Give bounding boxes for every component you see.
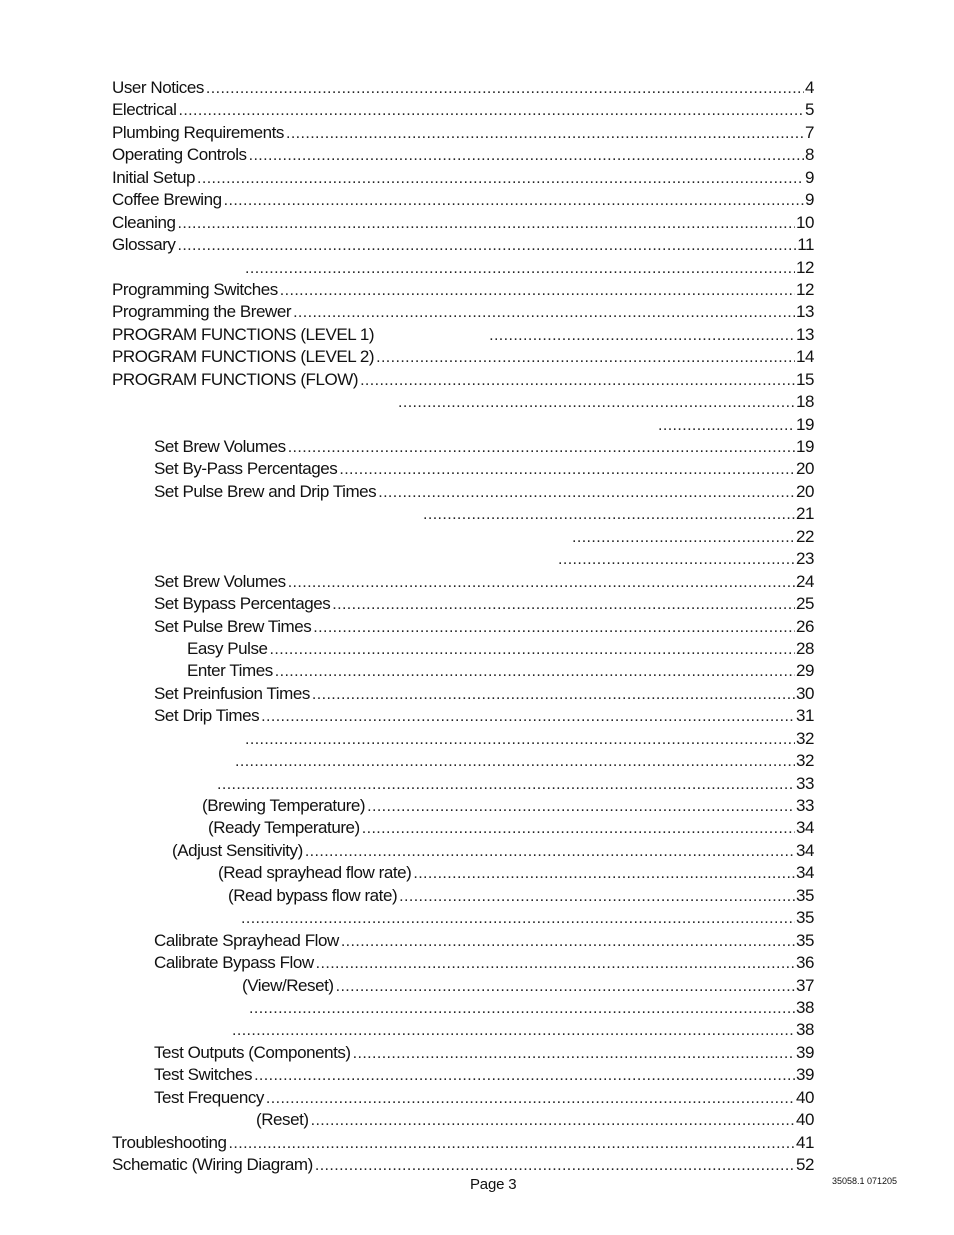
toc-dot-leader <box>376 347 795 369</box>
toc-entry-label: (View/Reset) <box>242 975 334 995</box>
toc-entry <box>112 257 814 279</box>
toc-dot-leader <box>217 774 795 796</box>
toc-entry <box>112 930 814 952</box>
toc-entry <box>112 840 814 862</box>
toc-entry-page: 20 <box>795 459 814 479</box>
toc-entry-label: Set Pulse Brew Times <box>154 616 312 636</box>
toc-dot-leader <box>312 684 795 706</box>
toc-dot-leader <box>423 504 795 526</box>
toc-entry-page: 22 <box>795 526 814 546</box>
toc-dot-leader <box>339 459 795 481</box>
toc-entry <box>112 1087 814 1109</box>
toc-dot-leader <box>572 527 795 549</box>
toc-entry-page: 19 <box>795 437 814 456</box>
toc-entry <box>112 952 814 974</box>
toc-entry <box>112 301 814 323</box>
toc-entry <box>112 279 814 301</box>
toc-entry-label: Set Bypass Percentages <box>154 594 331 614</box>
toc-entry-page: 40 <box>795 1110 814 1130</box>
toc-entry <box>112 503 814 525</box>
toc-entry-page: 32 <box>795 728 814 748</box>
toc-entry <box>112 324 814 346</box>
toc-entry <box>112 481 814 503</box>
page-number: Page 3 <box>470 1176 517 1193</box>
toc-entry-page: 37 <box>795 975 814 995</box>
toc-dot-leader <box>245 258 795 280</box>
toc-entry <box>112 907 814 929</box>
toc-dot-leader <box>558 549 795 571</box>
toc-entry <box>112 436 814 458</box>
toc-entry <box>112 616 814 638</box>
toc-entry <box>112 1019 814 1041</box>
toc-entry-page: 35 <box>795 885 814 905</box>
table-of-contents <box>112 77 814 1176</box>
toc-entry-page: 15 <box>795 369 814 389</box>
toc-dot-leader <box>275 661 795 683</box>
toc-dot-leader <box>336 976 795 998</box>
toc-entry-page: 23 <box>795 549 814 569</box>
toc-entry-label: PROGRAM FUNCTIONS (LEVEL 2) <box>112 347 375 367</box>
toc-entry <box>112 1132 814 1154</box>
toc-entry <box>112 750 814 772</box>
toc-entry-label: (Read bypass flow rate) <box>228 885 398 905</box>
toc-entry-page: 4 <box>804 78 814 97</box>
toc-dot-leader <box>311 1110 795 1132</box>
toc-entry <box>112 683 814 705</box>
toc-entry-page: 11 <box>797 235 814 255</box>
toc-entry-page: 34 <box>795 840 814 860</box>
toc-dot-leader <box>178 213 795 235</box>
toc-dot-leader <box>249 998 795 1020</box>
toc-dot-leader <box>332 594 795 616</box>
toc-entry-label: PROGRAM FUNCTIONS (LEVEL 1) <box>112 324 375 344</box>
toc-entry-page: 18 <box>795 392 814 412</box>
toc-entry-page: 34 <box>795 818 814 838</box>
toc-entry <box>112 212 814 234</box>
toc-entry-page: 29 <box>795 661 814 681</box>
toc-entry-label: Initial Setup <box>112 167 195 187</box>
toc-entry-label: (Read sprayhead flow rate) <box>218 863 412 883</box>
toc-entry-page: 33 <box>795 796 814 815</box>
toc-entry <box>112 77 814 99</box>
toc-dot-leader <box>280 280 795 302</box>
toc-entry-page: 35 <box>795 908 814 928</box>
toc-entry-page: 33 <box>795 773 814 793</box>
toc-entry <box>112 548 814 570</box>
toc-dot-leader <box>362 818 795 840</box>
toc-entry-page: 8 <box>804 145 814 165</box>
toc-entry-label: Test Switches <box>154 1065 253 1085</box>
toc-entry-page: 12 <box>795 279 814 299</box>
toc-dot-leader <box>286 123 804 145</box>
toc-entry-page: 40 <box>795 1087 814 1107</box>
toc-dot-leader <box>288 572 795 594</box>
toc-dot-leader <box>241 908 795 930</box>
toc-dot-leader <box>229 1133 795 1155</box>
toc-entry-page: 38 <box>795 1020 814 1040</box>
toc-dot-leader <box>261 706 795 728</box>
toc-entry <box>112 234 814 256</box>
toc-dot-leader <box>658 415 795 437</box>
toc-entry-label: Cleaning <box>112 212 176 232</box>
toc-entry-label: Set Brew Volumes <box>154 571 286 591</box>
toc-entry-label: Calibrate Sprayhead Flow <box>154 930 339 950</box>
toc-dot-leader <box>245 729 795 751</box>
toc-entry-label: PROGRAM FUNCTIONS (FLOW) <box>112 369 359 389</box>
toc-entry-label: Programming Switches <box>112 279 278 299</box>
toc-entry-page: 12 <box>795 257 814 277</box>
toc-entry <box>112 391 814 413</box>
toc-entry-page: 13 <box>795 324 814 344</box>
toc-dot-leader <box>249 145 804 167</box>
toc-entry-label: Set Drip Times <box>154 706 260 726</box>
toc-entry-label: User Notices <box>112 78 204 97</box>
toc-entry <box>112 862 814 884</box>
toc-entry-label: Schematic (Wiring Diagram) <box>112 1155 313 1174</box>
toc-entry <box>112 144 814 166</box>
toc-entry <box>112 1042 814 1064</box>
toc-entry-page: 14 <box>795 347 814 367</box>
toc-entry-label: Troubleshooting <box>112 1132 227 1152</box>
toc-entry <box>112 1064 814 1086</box>
toc-entry-label: Coffee Brewing <box>112 190 222 210</box>
toc-entry <box>112 795 814 817</box>
toc-entry-label: (Brewing Temperature) <box>202 796 366 815</box>
toc-entry <box>112 189 814 211</box>
toc-dot-leader <box>254 1065 795 1087</box>
toc-entry <box>112 571 814 593</box>
toc-entry-label: Operating Controls <box>112 145 247 165</box>
toc-dot-leader <box>232 1020 795 1042</box>
toc-dot-leader <box>270 639 795 661</box>
toc-entry-page: 21 <box>795 504 814 524</box>
toc-entry-page: 41 <box>795 1132 814 1152</box>
toc-entry <box>112 975 814 997</box>
toc-entry <box>112 1109 814 1131</box>
toc-dot-leader <box>293 302 795 324</box>
toc-entry <box>112 526 814 548</box>
toc-entry <box>112 593 814 615</box>
toc-dot-leader <box>197 168 804 190</box>
toc-dot-leader <box>341 931 795 953</box>
toc-entry-page: 38 <box>795 997 814 1017</box>
toc-entry <box>112 414 814 436</box>
toc-entry-label: Set Pulse Brew and Drip Times <box>154 481 377 501</box>
toc-entry <box>112 122 814 144</box>
toc-entry <box>112 638 814 660</box>
toc-dot-leader <box>367 796 795 818</box>
toc-entry-page: 39 <box>795 1042 814 1062</box>
toc-entry <box>112 997 814 1019</box>
document-code: 35058.1 071205 <box>832 1176 898 1186</box>
toc-entry <box>112 369 814 391</box>
toc-dot-leader <box>288 437 795 459</box>
toc-entry-page: 25 <box>795 594 814 614</box>
toc-entry <box>112 167 814 189</box>
toc-entry-page: 31 <box>795 706 814 726</box>
toc-entry-page: 7 <box>804 122 814 142</box>
toc-entry-label: Glossary <box>112 235 176 255</box>
toc-entry-page: 26 <box>795 616 814 636</box>
toc-entry <box>112 885 814 907</box>
toc-dot-leader <box>178 100 804 122</box>
toc-dot-leader <box>413 863 795 885</box>
toc-entry-label: (Reset) <box>256 1110 309 1130</box>
toc-entry-page: 20 <box>795 481 814 501</box>
toc-entry-page: 19 <box>795 414 814 434</box>
toc-entry-label: Easy Pulse <box>187 638 268 658</box>
toc-dot-leader <box>235 751 795 773</box>
toc-dot-leader <box>489 325 795 347</box>
toc-entry-page: 10 <box>795 212 814 232</box>
toc-entry-page: 28 <box>795 638 814 658</box>
toc-entry-page: 34 <box>795 863 814 883</box>
toc-entry <box>112 458 814 480</box>
toc-dot-leader <box>353 1043 795 1065</box>
toc-entry-label: Set Preinfusion Times <box>154 683 310 703</box>
toc-dot-leader <box>177 235 796 257</box>
toc-dot-leader <box>313 617 795 639</box>
toc-entry <box>112 705 814 727</box>
toc-entry-label: Calibrate Bypass Flow <box>154 953 314 973</box>
toc-dot-leader <box>305 841 795 863</box>
toc-entry-page: 32 <box>795 751 814 771</box>
toc-entry-label: Programming the Brewer <box>112 302 292 322</box>
toc-dot-leader <box>266 1088 795 1110</box>
toc-entry-page: 9 <box>804 167 814 187</box>
toc-entry-page: 30 <box>795 683 814 703</box>
toc-entry-label: (Ready Temperature) <box>208 818 360 838</box>
toc-dot-leader <box>316 953 795 975</box>
toc-entry-page: 36 <box>795 953 814 973</box>
toc-entry-page: 24 <box>795 571 814 591</box>
toc-entry-label: Electrical <box>112 100 177 120</box>
toc-entry-label: Test Frequency <box>154 1087 264 1107</box>
toc-entry-page: 9 <box>804 190 814 210</box>
toc-dot-leader <box>399 886 795 908</box>
toc-entry <box>112 728 814 750</box>
toc-entry-label: Plumbing Requirements <box>112 122 284 142</box>
toc-dot-leader <box>224 190 804 212</box>
toc-dot-leader <box>398 392 795 414</box>
toc-entry-label: Enter Times <box>187 661 273 681</box>
toc-dot-leader <box>360 370 795 392</box>
toc-entry <box>112 773 814 795</box>
toc-entry-page: 52 <box>795 1155 814 1174</box>
toc-entry-page: 39 <box>795 1065 814 1085</box>
toc-dot-leader <box>378 482 795 504</box>
toc-entry <box>112 660 814 682</box>
toc-dot-leader <box>315 1155 795 1177</box>
toc-entry <box>112 1154 814 1176</box>
toc-entry-label: Test Outputs (Components) <box>154 1042 351 1062</box>
toc-dot-leader <box>206 78 804 100</box>
toc-entry-label: Set Brew Volumes <box>154 437 286 456</box>
toc-entry-page: 35 <box>795 930 814 950</box>
toc-entry <box>112 346 814 368</box>
toc-entry-page: 5 <box>804 100 814 120</box>
toc-entry-label: (Adjust Sensitivity) <box>172 840 303 860</box>
toc-entry <box>112 817 814 839</box>
toc-entry-label: Set By-Pass Percentages <box>154 459 338 479</box>
toc-entry-page: 13 <box>795 302 814 322</box>
toc-entry <box>112 99 814 121</box>
